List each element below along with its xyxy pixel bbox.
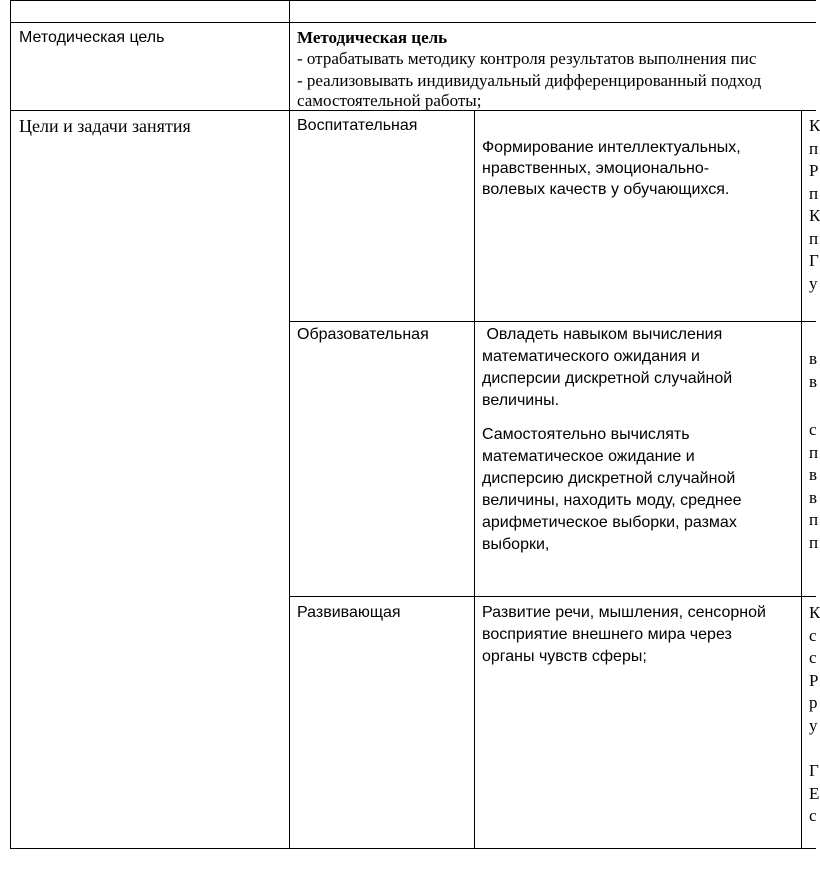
overflow-letter: п — [809, 442, 819, 462]
upbringing-text-line-3: волевых качеств у обучающихся. — [482, 181, 730, 198]
table-left-border — [10, 0, 11, 849]
methodical-goal-title: Методическая цель — [297, 28, 448, 47]
overflow-letter: Р — [809, 670, 819, 690]
educational-text1-line-3: дисперсии дискретной случайной — [482, 370, 733, 387]
overflow-letter: п — [809, 183, 819, 203]
overflow-letter: п — [809, 532, 819, 552]
overflow-letter: п — [809, 510, 819, 529]
overflow-letter: Е — [809, 783, 820, 803]
educational-text1-line-1: Овладеть навыком вычисления — [482, 326, 723, 343]
goals-label: Цели и задачи занятия — [19, 116, 191, 136]
developing-type-label: Развивающая — [297, 604, 401, 621]
overflow-letter: с — [809, 648, 817, 667]
educational-text2-line-1: Самостоятельно вычислять — [482, 426, 690, 443]
educational-text2-line-5: арифметическое выборки, размах — [482, 514, 737, 531]
methodical-goal-line-2: - реализовывать индивидуальный дифференцированный подход — [297, 70, 762, 90]
overflow-letter: у — [809, 715, 818, 735]
overflow-letter: Г — [809, 761, 819, 780]
overflow-letter: в — [809, 487, 818, 507]
overflow-letter: Р — [809, 161, 819, 180]
overflow-letter: р — [809, 693, 818, 712]
educational-text2-line-4: величины, находить моду, среднее — [482, 492, 742, 509]
educational-row-bottom-border — [290, 596, 816, 597]
methodical-goal-line-3: самостоятельной работы; — [297, 91, 482, 110]
developing-overflow-column-bottom — [809, 760, 819, 828]
table-top-border — [10, 0, 816, 1]
overflow-letter: К — [809, 206, 820, 225]
overflow-letter: с — [809, 625, 817, 645]
upbringing-type-label: Воспитательная — [297, 117, 418, 134]
overflow-letter: в — [809, 371, 818, 391]
developing-overflow-column-top — [809, 602, 820, 737]
upbringing-text-line-1: Формирование интеллектуальных, — [482, 139, 741, 156]
developing-text-line-1: Развитие речи, мышления, сенсорной — [482, 604, 766, 621]
educational-text2-line-2: математическое ожидание и — [482, 448, 695, 465]
overflow-letter: с — [809, 806, 817, 825]
overflow-letter: п — [809, 228, 819, 248]
overflow-letter: с — [809, 420, 817, 439]
educational-text1-line-4: величины. — [482, 392, 560, 409]
educational-overflow-column-bottom — [809, 419, 818, 554]
overflow-letter: К — [809, 116, 820, 135]
educational-text2-line-6: выборки, — [482, 536, 550, 553]
overflow-letter: Г — [809, 251, 819, 270]
developing-text-line-2: восприятие внешнего мира через — [482, 626, 732, 643]
content-column-divider — [801, 110, 802, 849]
developing-text-line-3: органы чувств сферы; — [482, 648, 647, 665]
educational-text1-line-2: математического ожидания и — [482, 348, 700, 365]
label-column-divider — [289, 0, 290, 849]
overflow-letter: в — [809, 465, 818, 484]
overflow-letter: у — [809, 273, 818, 293]
upbringing-overflow-column — [809, 115, 820, 295]
educational-text2-line-3: дисперсию дискретной случайной — [482, 470, 736, 487]
overflow-letter: п — [809, 138, 819, 158]
educational-overflow-column-top — [809, 348, 817, 393]
upbringing-row-bottom-border — [290, 321, 816, 322]
overflow-letter: в — [809, 349, 818, 368]
type-column-divider — [474, 110, 475, 849]
methodical-goal-label: Методическая цель — [19, 29, 165, 46]
upbringing-text-line-2: нравственных, эмоционально- — [482, 160, 710, 177]
overflow-letter: К — [809, 603, 820, 622]
methodical-goal-line-1: - отрабатывать методику контроля результатов выполнения пис — [297, 49, 757, 68]
header-row-bottom-border — [10, 22, 816, 23]
table-bottom-border — [10, 848, 816, 849]
educational-type-label: Образовательная — [297, 326, 429, 343]
